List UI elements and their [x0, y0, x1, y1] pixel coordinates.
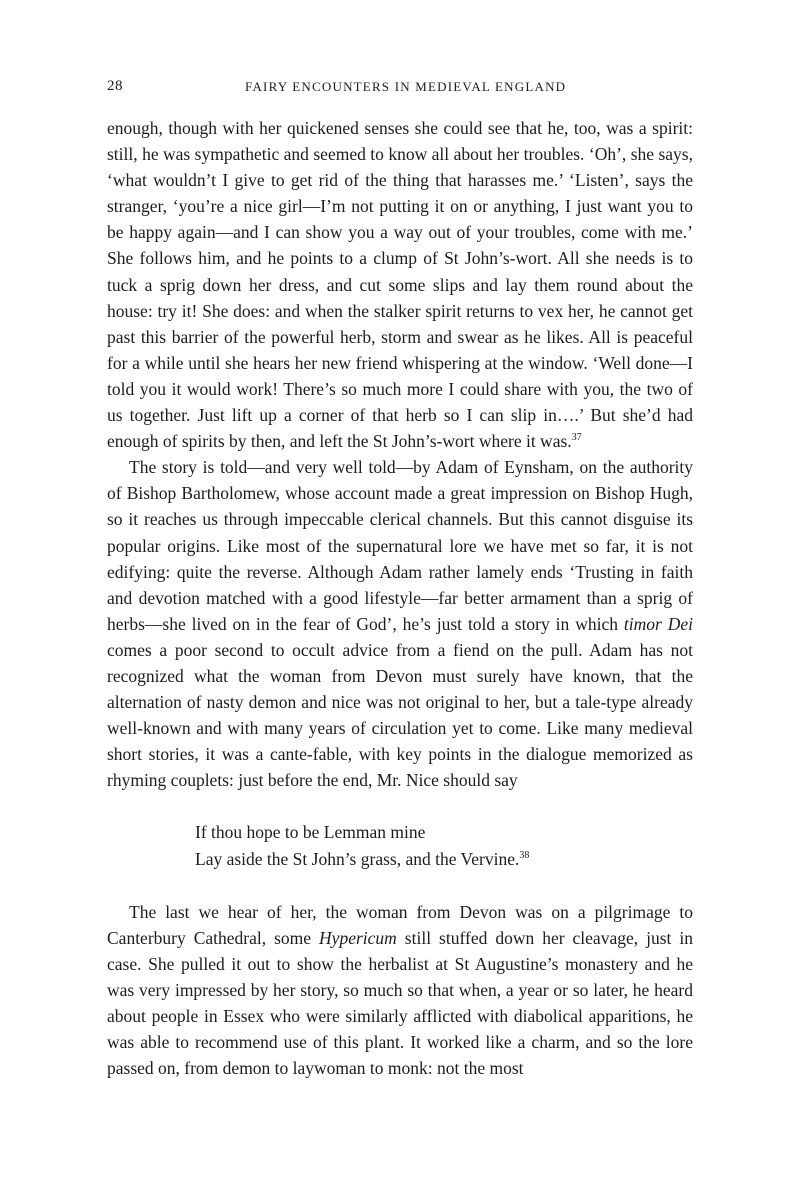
paragraph-continued: [107, 115, 693, 454]
running-title: FAIRY ENCOUNTERS IN MEDIEVAL ENGLAND: [245, 79, 567, 94]
footnote-ref-37: 37: [571, 432, 582, 444]
paragraph: [107, 454, 693, 793]
verse-line-with-note: [195, 846, 693, 872]
paragraph: [107, 899, 693, 1082]
verse-quotation: [195, 819, 693, 871]
running-head: [107, 78, 693, 98]
italic-word: Hypericum: [319, 927, 397, 948]
paragraph-text: The last we hear of her, the woman from Devon was on a pilgrimage to Canterbury Cathedral, some: [107, 901, 693, 948]
paragraph-text: comes a poor second to occult advice from a fiend on the pull. Adam has not recognized what the woman from Devon must surely have known, that the alternation of nasty demon and nice was not original to her, but a tale-type already well-known and with many years of circulation yet to come. Like many medieval short stories, it was a cante-fable, with key points in the dialogue memorized as rhyming couplets: just before the end, Mr. Nice should say: [107, 639, 693, 791]
body-text: [107, 115, 693, 1081]
page-number: 28: [107, 78, 123, 94]
paragraph-text: still stuffed down her cleavage, just in case. She pulled it out to show the herbalist at St Augustine’s monastery and he was very impressed by her story, so much so that when, a year or so later, he heard about people in Essex who were similarly afflicted with diabolical apparitions, he was able to recommend use of this plant. It worked like a charm, and so the lore passed on, from demon to laywoman to monk: not the most: [107, 927, 693, 1079]
footnote-ref-38: 38: [519, 849, 530, 861]
verse-line: Lay aside the St John’s grass, and the Vervine.: [195, 848, 520, 869]
paragraph-text: enough, though with her quickened senses she could see that he, too, was a spirit: still, he was sympathetic and seemed to know all about her troubles. ‘Oh’, she says, ‘what wouldn’t I give to get rid of the thing that harasses me.’ ‘Listen’, says the stranger, ‘you’re a nice girl—I’m not putting it on or anything, I just want you to be happy again—and I can show you a way out of your troubles, come with me.’ She follows him, and he points to a clump of St John’s-wort. All she needs is to tuck a sprig down her dress, and cut some slips and lay them round about the house: try it! She does: and when the stalker spirit returns to vex her, he cannot get past this barrier of the powerful herb, storm and swear as he likes. All is peaceful for a while until she hears her new friend whispering at the window. ‘Well done—I told you it would work! There’s so much more I could share with you, the two of us together. Just lift up a corner of that herb so I can slip in….’ But she’d had enough of spirits by then, and left the St John’s-wort where it was.: [107, 118, 693, 452]
book-page: [107, 0, 693, 1200]
paragraph-text: The story is told—and very well told—by Adam of Eynsham, on the authority of Bishop Bartholomew, whose account made a great impression on Bishop Hugh, so it reaches us through impeccable clerical channels. But this cannot disguise its popular origins. Like most of the supernatural lore we have met so far, it is not edifying: quite the reverse. Although Adam rather lamely ends ‘Trusting in faith and devotion matched with a good lifestyle—far better armament than a sprig of herbs—she lived on in the fear of God’, he’s just told a story in which: [107, 457, 693, 634]
italic-phrase: timor Dei: [623, 613, 693, 634]
verse-line: If thou hope to be Lemman mine: [195, 822, 426, 843]
